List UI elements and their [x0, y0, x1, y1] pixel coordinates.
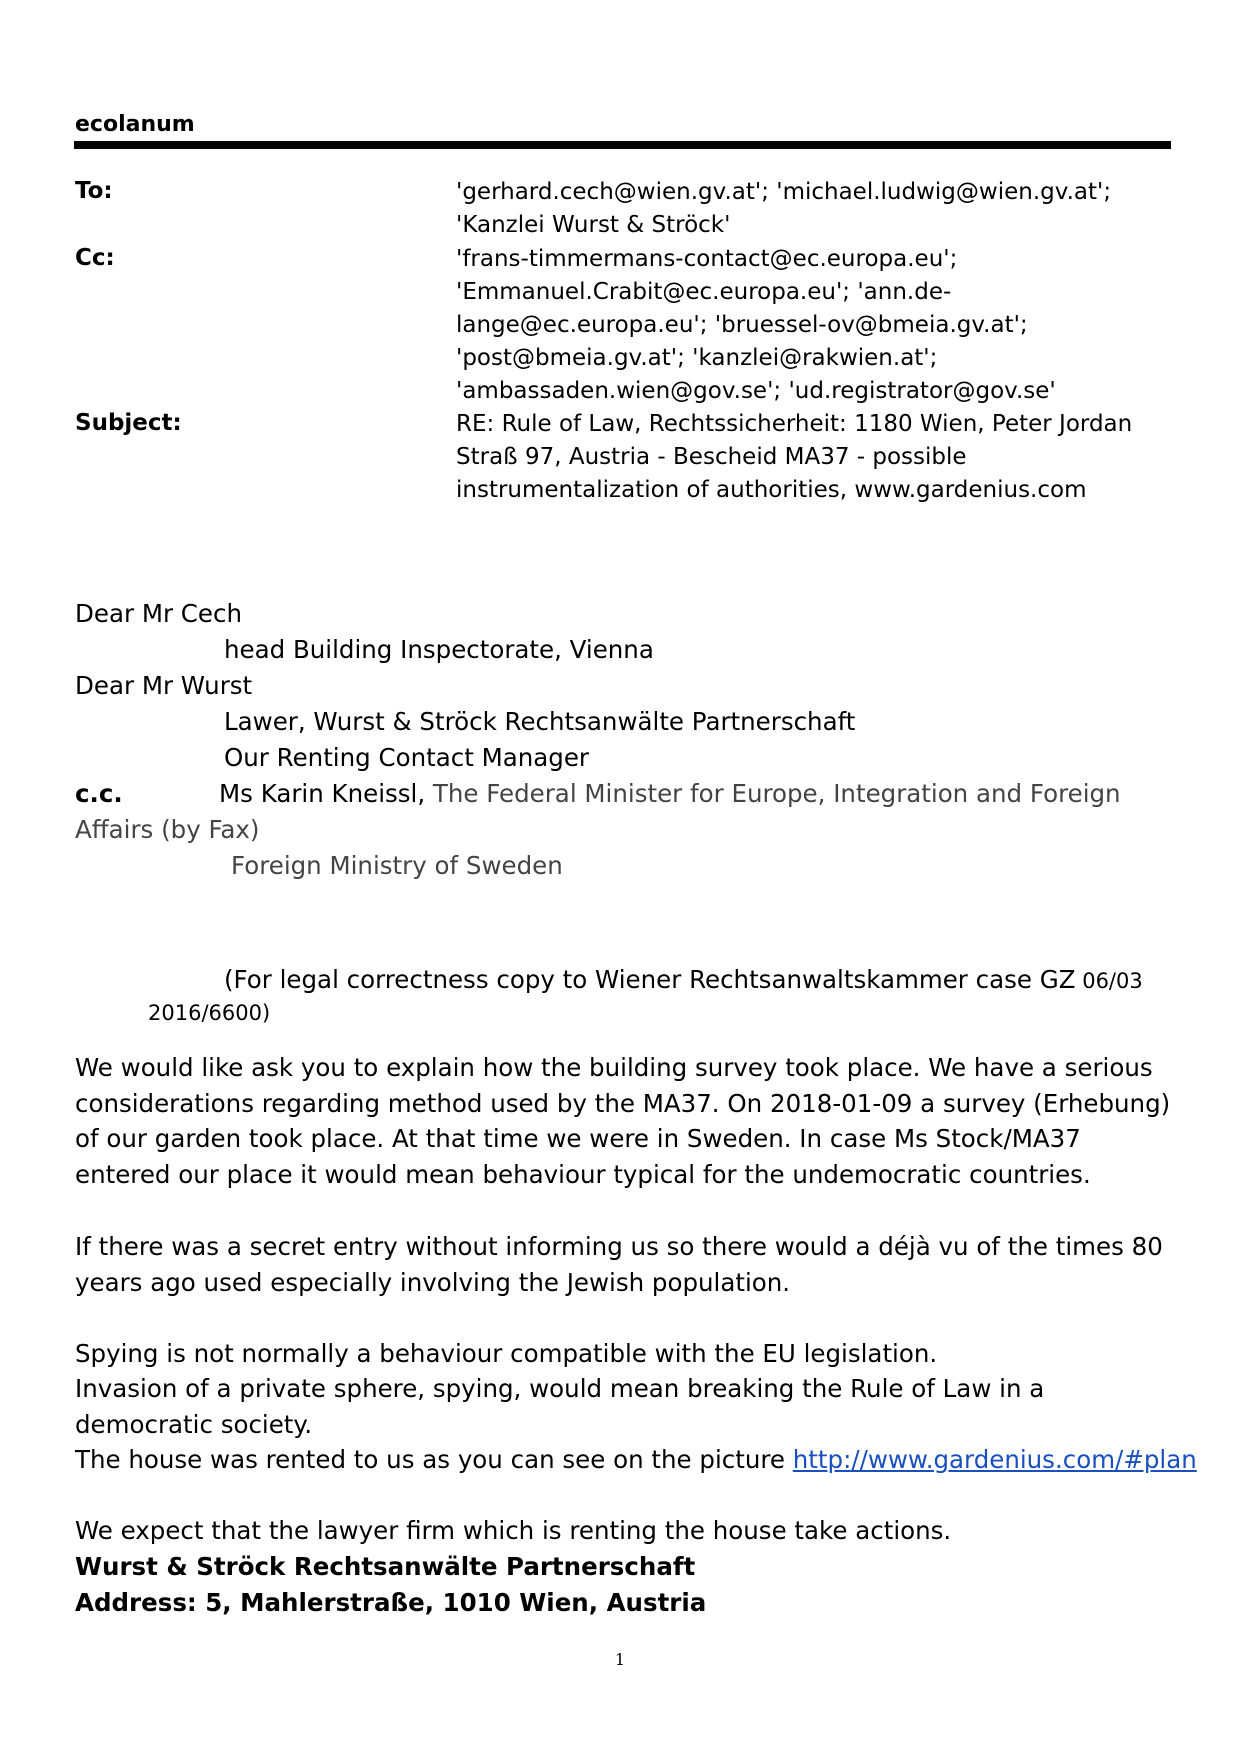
page-number: 1 [614, 1650, 626, 1669]
paragraph-rented [75, 1442, 1197, 1478]
paragraph-invasion: Invasion of a private sphere, spying, would mean breaking the Rule of Law in a democratic society. [75, 1374, 1045, 1439]
legal-note-case-number: 06/03 [1075, 969, 1143, 993]
sender-name: ecolanum [75, 112, 195, 137]
header-divider [74, 141, 1171, 149]
rented-text: The house was rented to us as you can see on the picture [75, 1445, 793, 1474]
cc-label: Cc: [75, 245, 115, 271]
subject-label: Subject: [75, 410, 182, 436]
cc-inline-recipient [219, 776, 1159, 812]
cc-role-continued: Affairs (by Fax) [75, 815, 260, 844]
legal-note-line2: 2016/6600) [148, 1001, 271, 1025]
paragraph-survey: We would like ask you to explain how the building survey took place. We have a serious considerations regarding method used by the MA37. On 2018-01-09 a survey (Erhebung) of our garden took place. At that time we were in Sweden. In case Ms Stock/MA37 entered our place it would mean behaviour typical for the undemocratic countries. [75, 1053, 1171, 1189]
paragraph-secret-entry: If there was a secret entry without informing us so there would a déjà vu of the times 80 years ago used especially involving the Jewish population. [75, 1232, 1163, 1297]
role-cech: head Building Inspectorate, Vienna [224, 635, 654, 664]
legal-note-main: (For legal correctness copy to Wiener Rechtsanwaltskammer case GZ [224, 965, 1076, 994]
role-wurst-1: Lawer, Wurst & Ströck Rechtsanwälte Partnerschaft [224, 707, 856, 736]
salutation-cech: Dear Mr Cech [75, 599, 242, 628]
salutation-wurst: Dear Mr Wurst [75, 671, 253, 700]
to-recipients: 'gerhard.cech@wien.gv.at'; 'michael.ludwig@wien.gv.at'; 'Kanzlei Wurst & Ströck' [456, 179, 1112, 238]
cc-sweden: Foreign Ministry of Sweden [231, 851, 563, 880]
cc-recipients: 'frans-timmermans-contact@ec.europa.eu'; 'Emmanuel.Crabit@ec.europa.eu'; 'ann.de-lange@ec.europa.eu'; 'bruessel-ov@bmeia.gv.at'; 'post@bmeia.gv.at'; 'kanzlei@rakwien.at'; 'ambassaden.wien@gov.se'; 'ud.registrator@gov.se' [456, 246, 1056, 404]
cc-role: The Federal Minister for Europe, Integration and Foreign [425, 779, 1121, 808]
legal-note-line1 [224, 962, 1143, 1000]
role-wurst-2: Our Renting Contact Manager [224, 743, 589, 772]
paragraph-expect: We expect that the lawyer firm which is renting the house take actions. [75, 1516, 952, 1545]
to-label: To: [75, 178, 113, 204]
gardenius-plan-link[interactable]: http://www.gardenius.com/#plan [792, 1445, 1197, 1474]
cc-inline-label: c.c. [75, 779, 123, 808]
subject-text: RE: Rule of Law, Rechtssicherheit: 1180 Wien, Peter Jordan Straß 97, Austria - Bescheid MA37 - possible instrumentalization of authorities, www.gardenius.com [456, 411, 1133, 503]
paragraph-spying: Spying is not normally a behaviour compatible with the EU legislation. [75, 1339, 938, 1368]
cc-name: Ms Karin Kneissl, [219, 779, 426, 808]
firm-address: Address: 5, Mahlerstraße, 1010 Wien, Austria [75, 1588, 707, 1617]
firm-name: Wurst & Ströck Rechtsanwälte Partnerschaft [75, 1552, 696, 1581]
